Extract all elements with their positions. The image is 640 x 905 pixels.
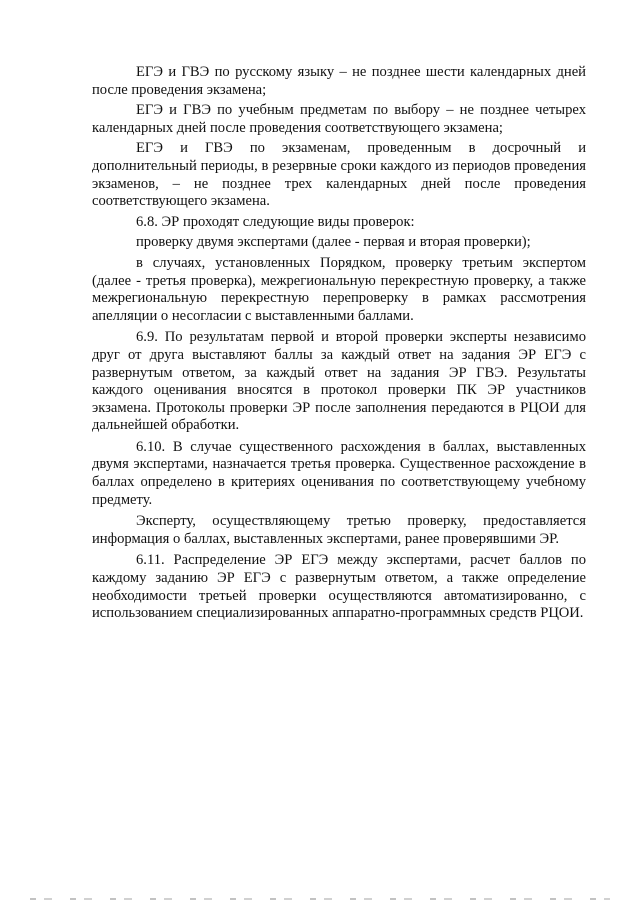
paragraph-early-period-deadline: ЕГЭ и ГВЭ по экзаменам, проведенным в досрочный и дополнительный периоды, в резервные сроки каждого из периодов проведения экзаменов, – не позднее трех календарных дней после проведения соответствующего экзамена.	[92, 140, 586, 210]
paragraph-russian-deadline: ЕГЭ и ГВЭ по русскому языку – не позднее шести календарных дней после проведения экзамена;	[92, 64, 586, 98]
scan-edge-artifact	[30, 898, 610, 900]
paragraph-6-10: 6.10. В случае существенного расхождения в баллах, выставленных двумя экспертами, назначается третья проверка. Существенное расхождение в баллах определено в критериях оценивания по соответствующему учебному предмету.	[92, 438, 586, 508]
paragraph-first-second-check: проверку двумя экспертами (далее - первая и вторая проверки);	[136, 234, 531, 251]
document-page	[92, 64, 586, 626]
paragraph-third-check: в случаях, установленных Порядком, проверку третьим экспертом (далее - третья проверка), межрегиональную перекрестную проверку, а также межрегиональную перекрестную перепроверку в рамках рассмотрения апелляции о несогласии с выставленными баллами.	[92, 254, 586, 324]
paragraph-6-8-heading: 6.8. ЭР проходят следующие виды проверок:	[136, 213, 415, 230]
paragraph-expert-info: Эксперту, осуществляющему третью проверку, предоставляется информация о баллах, выставленных экспертами, ранее проверявшими ЭР.	[92, 513, 586, 547]
paragraph-6-11: 6.11. Распределение ЭР ЕГЭ между экспертами, расчет баллов по каждому заданию ЭР ЕГЭ с развернутым ответом, а также определение необходимости третьей проверки осуществляются автоматизированно, с использованием специализированных аппаратно-программных средств РЦОИ.	[92, 552, 586, 622]
paragraph-6-9: 6.9. По результатам первой и второй проверки эксперты независимо друг от друга выставляют баллы за каждый ответ на задания ЭР ЕГЭ с развернутым ответом, за каждый ответ на задания ЭР ГВЭ. Результаты каждого оценивания вносятся в протокол проверки ПК ЭР участников экзамена. Протоколы проверки ЭР после заполнения передаются в РЦОИ для дальнейшей обработки.	[92, 329, 586, 434]
paragraph-elective-deadline: ЕГЭ и ГВЭ по учебным предметам по выбору – не позднее четырех календарных дней после проведения соответствующего экзамена;	[92, 102, 586, 136]
